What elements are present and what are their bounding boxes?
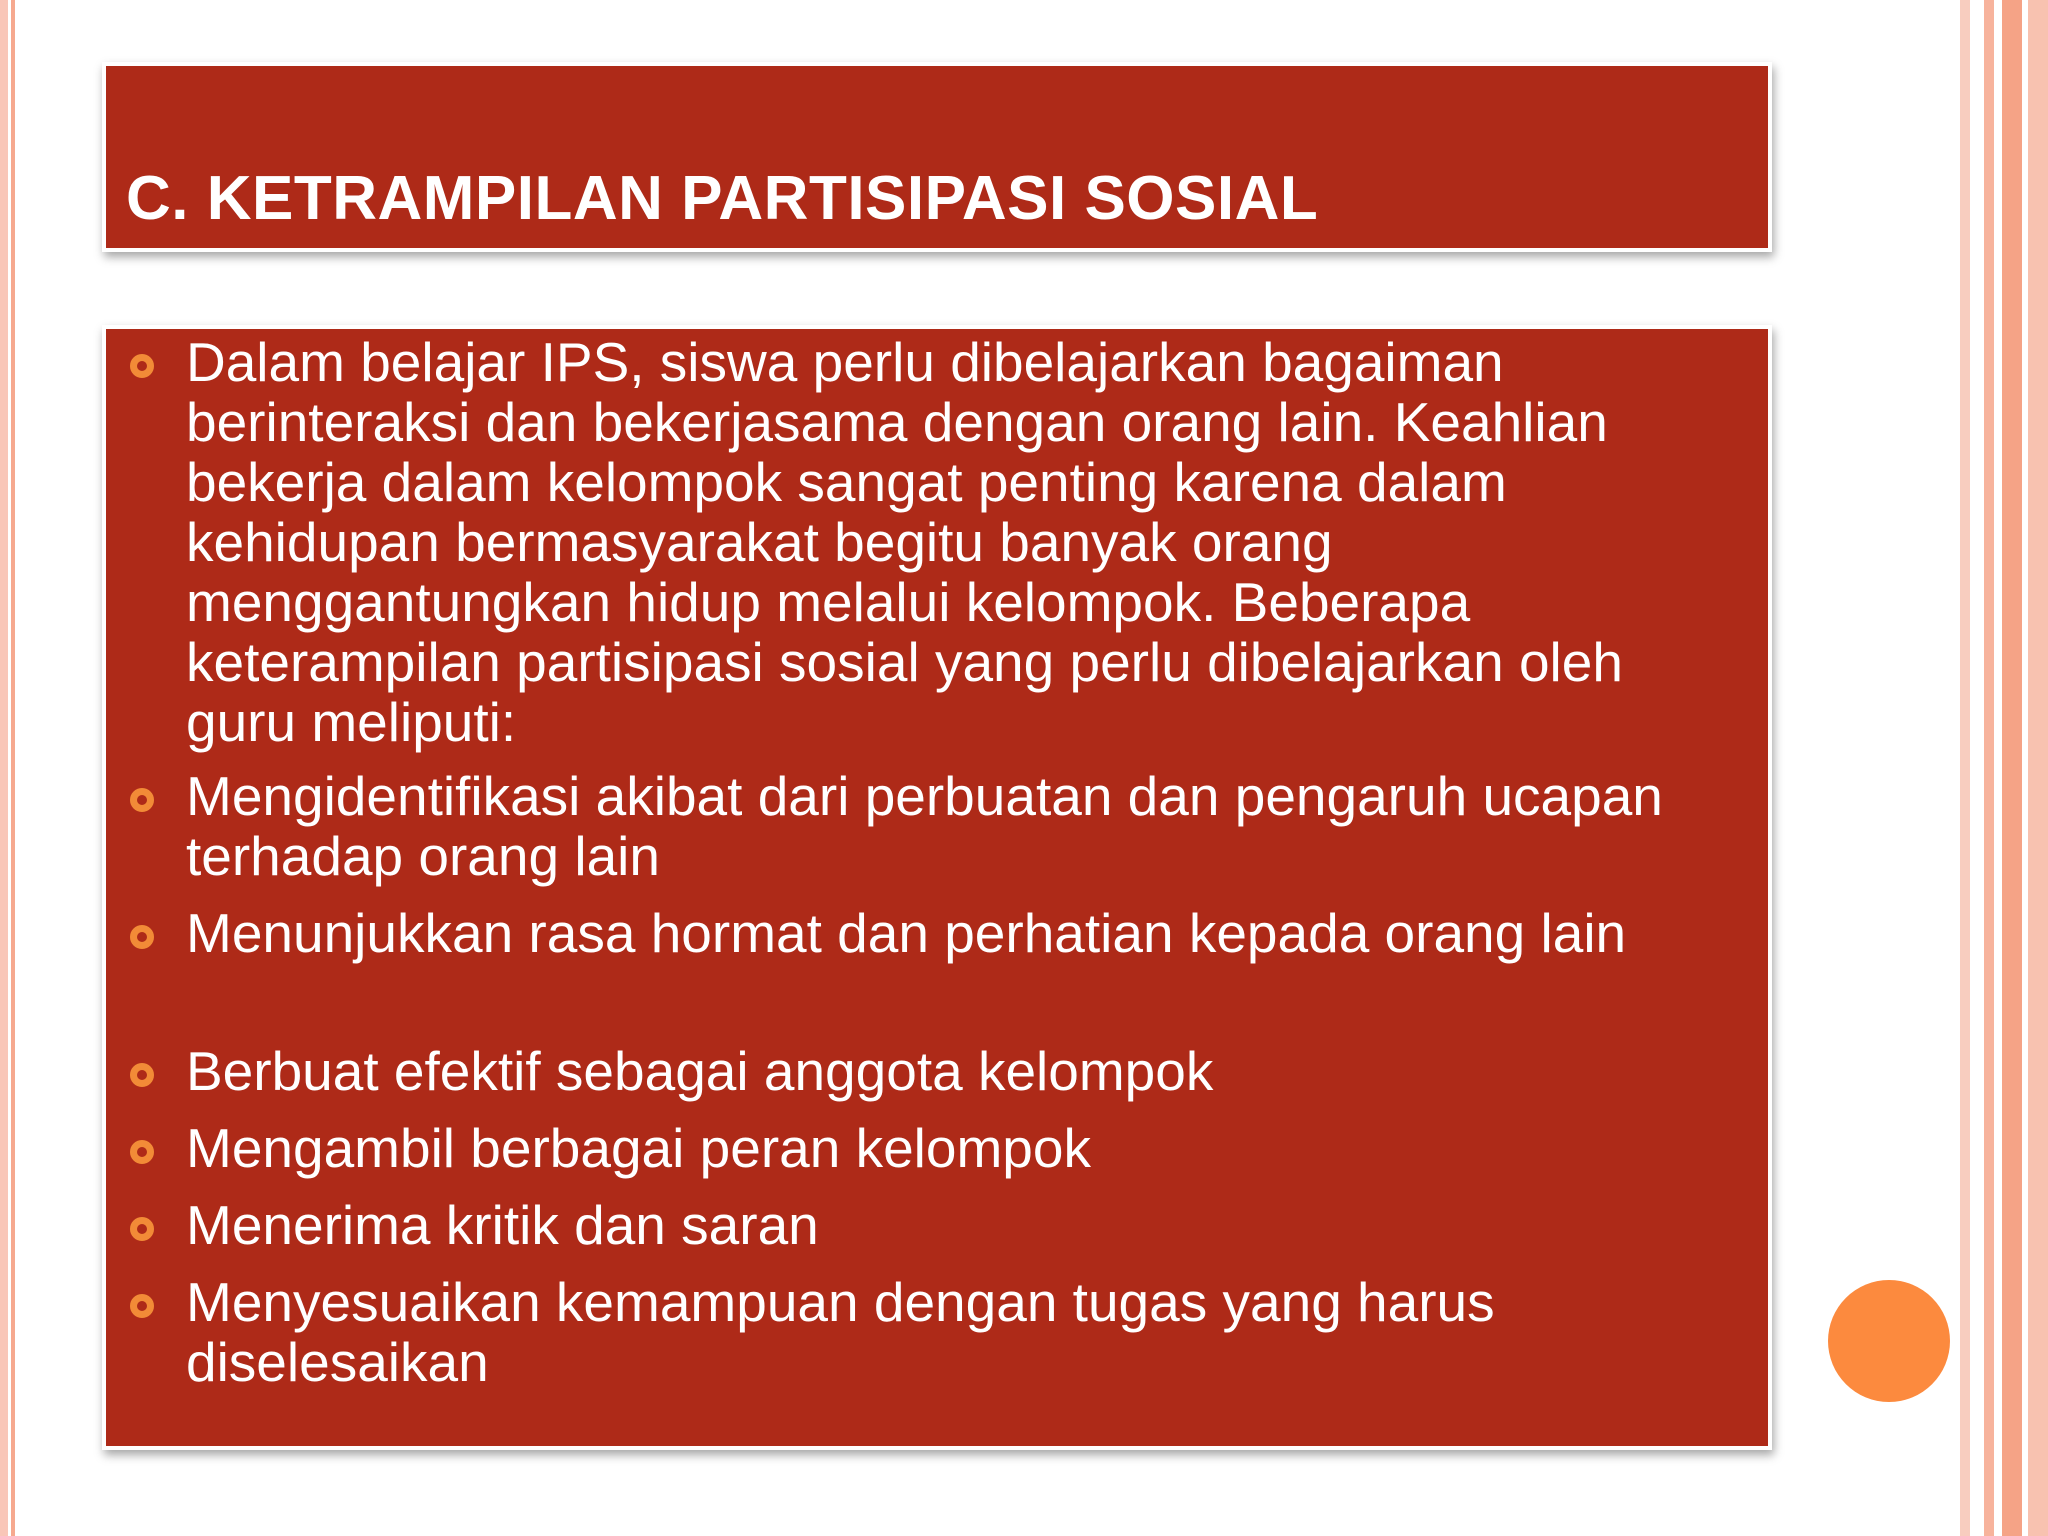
bullet-text: Menerima kritik dan saran	[186, 1194, 819, 1256]
slide-title: C. KETRAMPILAN PARTISIPASI SOSIAL	[126, 164, 1319, 233]
bullet-item-adjust-abilities	[106, 1272, 1768, 1392]
right-decorative-stripe-3	[2002, 0, 2022, 1536]
bullet-item-identify-consequences	[106, 766, 1768, 886]
bullet-item-intro	[106, 332, 1768, 752]
bullet-text: Mengambil berbagai peran kelompok	[186, 1117, 1091, 1179]
bullet-text: Menyesuaikan kemampuan dengan tugas yang harus diselesaikan	[186, 1271, 1495, 1393]
right-decorative-gap-2	[1994, 0, 2002, 1536]
hollow-circle-bullet-icon	[130, 354, 154, 378]
bullet-item-accept-criticism	[106, 1195, 1768, 1255]
bullet-text: Menunjukkan rasa hormat dan perhatian kepada orang lain	[186, 902, 1627, 964]
hollow-circle-bullet-icon	[130, 788, 154, 812]
bullet-text: Mengidentifikasi akibat dari perbuatan dan pengaruh ucapan terhadap orang lain	[186, 765, 1663, 887]
left-decorative-stripe	[0, 0, 8, 1536]
hollow-circle-bullet-icon	[130, 1140, 154, 1164]
bullet-text: Berbuat efektif sebagai anggota kelompok	[186, 1040, 1214, 1102]
title-box	[102, 62, 1772, 252]
hollow-circle-bullet-icon	[130, 925, 154, 949]
bullet-item-show-respect	[106, 903, 1768, 963]
bullet-item-group-roles	[106, 1118, 1768, 1178]
hollow-circle-bullet-icon	[130, 1063, 154, 1087]
bullet-item-effective-member	[106, 1041, 1768, 1101]
right-decorative-gap-1	[1970, 0, 1984, 1536]
right-decorative-stripe-4	[2028, 0, 2048, 1536]
left-decorative-stripe-inner	[11, 0, 15, 1536]
hollow-circle-bullet-icon	[130, 1217, 154, 1241]
orange-circle-decoration	[1828, 1280, 1950, 1402]
content-box	[102, 325, 1772, 1450]
bullet-text: Dalam belajar IPS, siswa perlu dibelajarkan bagaiman berinteraksi dan bekerjasama dengan orang lain. Keahlian bekerja dalam kelompok sangat penting karena dalam kehidupan bermasyarakat begitu banyak orang menggantungkan hidup melalui kelompok. Beberapa keterampilan partisipasi sosial yang perlu dibelajarkan oleh guru meliputi:	[186, 331, 1623, 753]
hollow-circle-bullet-icon	[130, 1294, 154, 1318]
right-decorative-stripe-2	[1984, 0, 1994, 1536]
right-decorative-stripe-1	[1960, 0, 1970, 1536]
